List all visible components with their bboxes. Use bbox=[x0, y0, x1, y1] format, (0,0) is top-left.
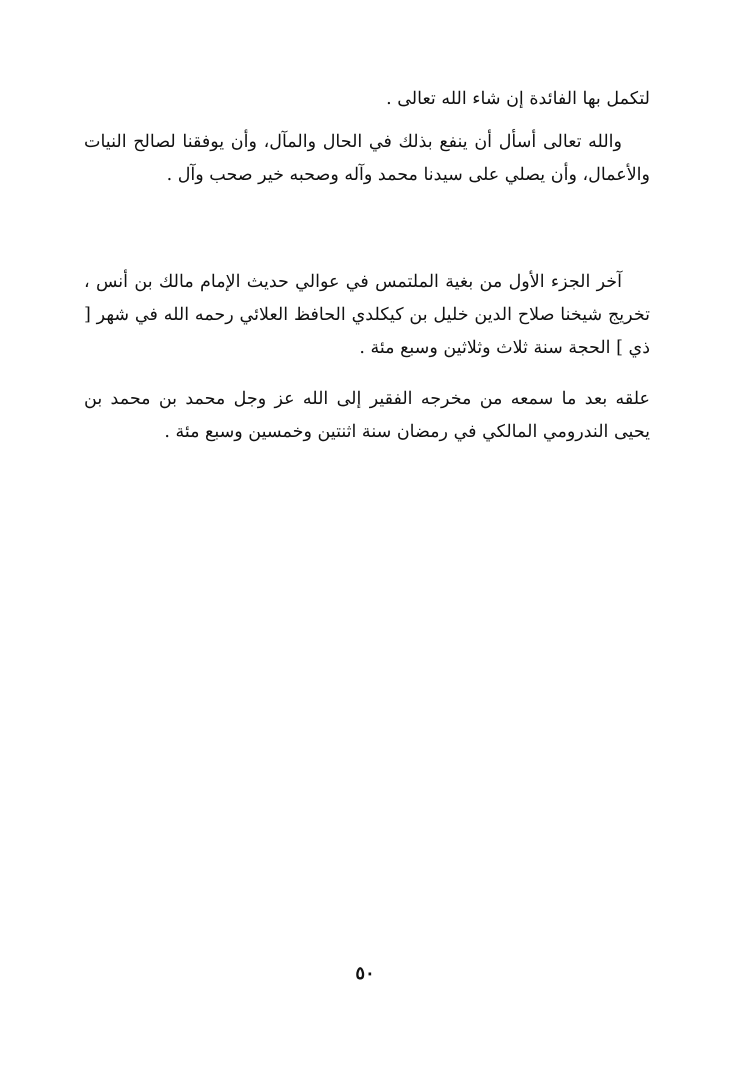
paragraph-text: لتكمل بها الفائدة إن شاء الله تعالى . bbox=[386, 89, 650, 109]
paragraph-text: آخر الجزء الأول من بغية الملتمس في عوالي حديث الإمام مالك بن أنس ، تخريج شيخنا صلاح الدين خليل بن كيكلدي الحافظ العلائي رحمه الله في شهر [ ذي ] الحجة سنة ثلاث وثلاثين وسبع مئة . bbox=[84, 272, 650, 358]
paragraph-text: علقه بعد ما سمعه من مخرجه الفقير إلى الله عز وجل محمد بن محمد بن يحيى الندرومي المالكي في رمضان سنة اثنتين وخمسين وسبع مئة . bbox=[84, 389, 650, 442]
paragraph-copyist-note bbox=[84, 383, 650, 449]
page-number: ٥٠ bbox=[355, 963, 375, 984]
paragraph-colophon bbox=[84, 266, 650, 365]
paragraph-closing-line bbox=[84, 83, 650, 116]
paragraph-supplication bbox=[84, 126, 650, 192]
paragraph-text: والله تعالى أسأل أن ينفع بذلك في الحال والمآل، وأن يوفقنا لصالح النيات والأعمال، وأن يصلي على سيدنا محمد وآله وصحبه خير صحب وآل . bbox=[84, 132, 650, 185]
